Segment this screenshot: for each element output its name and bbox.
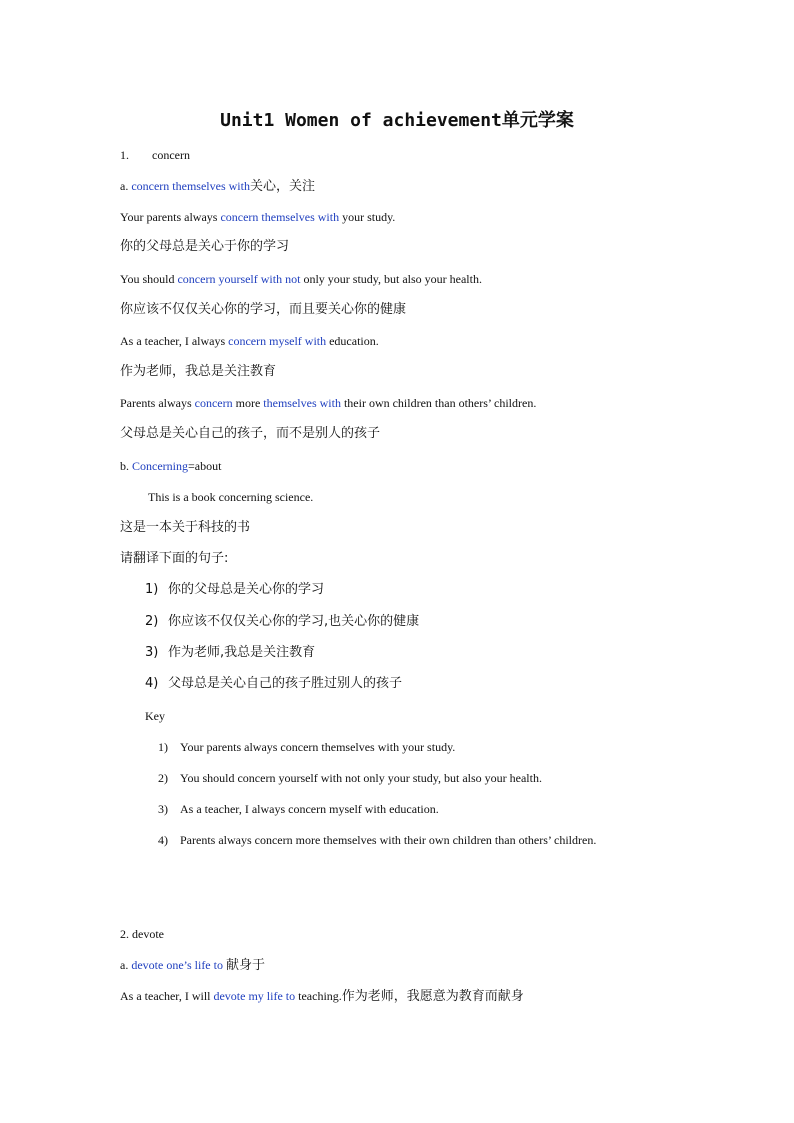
highlight-phrase: concern (194, 396, 233, 410)
highlight-phrase: devote my life to (213, 989, 296, 1003)
page-title: Unit1 Women of achievement单元学案 (220, 110, 574, 131)
text: their own children than others’ children. (340, 396, 537, 410)
chinese-translation: 作为老师，我愿意为教育而献身 (341, 989, 524, 1004)
definition-a (120, 178, 315, 195)
example-sentence-1 (120, 209, 395, 225)
example-sentence-2 (120, 271, 482, 287)
example-translation-1: 你的父母总是关心于你的学习 (120, 239, 290, 254)
highlight-phrase: concern themselves with (131, 179, 250, 193)
chinese-meaning: 关心，关注 (249, 179, 315, 194)
item-number: 4) (145, 676, 159, 691)
example-translation-3: 作为老师，我总是关注教育 (120, 364, 277, 379)
text: education. (326, 334, 379, 348)
text: Parents always (120, 396, 195, 410)
item-number: 1) (145, 582, 159, 597)
chinese-meaning: 献身于 (225, 958, 265, 973)
item-number: 4) (158, 833, 168, 847)
translate-item (145, 645, 315, 661)
example-sentence-3 (120, 333, 379, 349)
translate-item (145, 582, 324, 598)
section-heading-devote: 2. devote (120, 927, 164, 941)
text: As a teacher, I will (120, 989, 214, 1003)
definition-b (120, 458, 221, 474)
item-text: 你的父母总是关心你的学习 (168, 582, 325, 597)
text: Your parents always (120, 210, 221, 224)
item-text: 作为老师,我总是关注教育 (168, 645, 316, 660)
example-translation-b: 这是一本关于科技的书 (120, 520, 251, 535)
item-number: 2) (145, 614, 159, 629)
translate-item (145, 676, 402, 692)
item-text: Parents always concern more themselves with their own children than others’ children. (180, 833, 597, 847)
item-text: You should concern yourself with not only your study, but also your health. (180, 771, 542, 785)
key-item (158, 801, 439, 817)
item-number: 2) (158, 771, 168, 785)
highlight-phrase: Concerning (132, 459, 188, 473)
item-text: As a teacher, I always concern myself with education. (180, 802, 439, 816)
item-prefix: a. (120, 958, 129, 972)
text: =about (188, 459, 222, 473)
section-word: concern (152, 148, 190, 162)
text: teaching. (295, 989, 342, 1003)
translate-item (145, 614, 419, 630)
item-number: 1) (158, 740, 168, 754)
section-heading-concern (120, 147, 190, 163)
item-prefix: a. (120, 179, 129, 193)
example-translation-2: 你应该不仅仅关心你的学习，而且要关心你的健康 (120, 302, 407, 317)
highlight-phrase: concern yourself with not (177, 272, 301, 286)
item-text: 你应该不仅仅关心你的学习,也关心你的健康 (168, 614, 420, 629)
item-prefix: b. (120, 459, 129, 473)
translate-prompt: 请翻译下面的句子: (120, 551, 229, 566)
text: your study. (339, 210, 396, 224)
key-item (158, 770, 542, 786)
devote-example-1 (120, 988, 524, 1005)
text: You should (120, 272, 178, 286)
section-number: 1. (120, 148, 129, 162)
key-label: Key (145, 709, 165, 723)
item-text: Your parents always concern themselves with your study. (180, 740, 456, 754)
text: more (232, 396, 264, 410)
key-item (158, 739, 455, 755)
highlight-phrase: concern themselves with (220, 210, 340, 224)
highlight-phrase: devote one’s life to (131, 958, 223, 972)
example-translation-4: 父母总是关心自己的孩子，而不是别人的孩子 (120, 426, 381, 441)
example-sentence-b: This is a book concerning science. (148, 490, 314, 504)
definition-a-devote (120, 957, 265, 974)
example-sentence-4 (120, 395, 536, 411)
highlight-phrase: concern myself with (228, 334, 327, 348)
text: only your study, but also your health. (300, 272, 482, 286)
highlight-phrase: themselves with (263, 396, 341, 410)
text: As a teacher, I always (120, 334, 229, 348)
key-item (158, 832, 596, 848)
item-text: 父母总是关心自己的孩子胜过别人的孩子 (168, 676, 403, 691)
item-number: 3) (158, 802, 168, 816)
item-number: 3) (145, 645, 159, 660)
